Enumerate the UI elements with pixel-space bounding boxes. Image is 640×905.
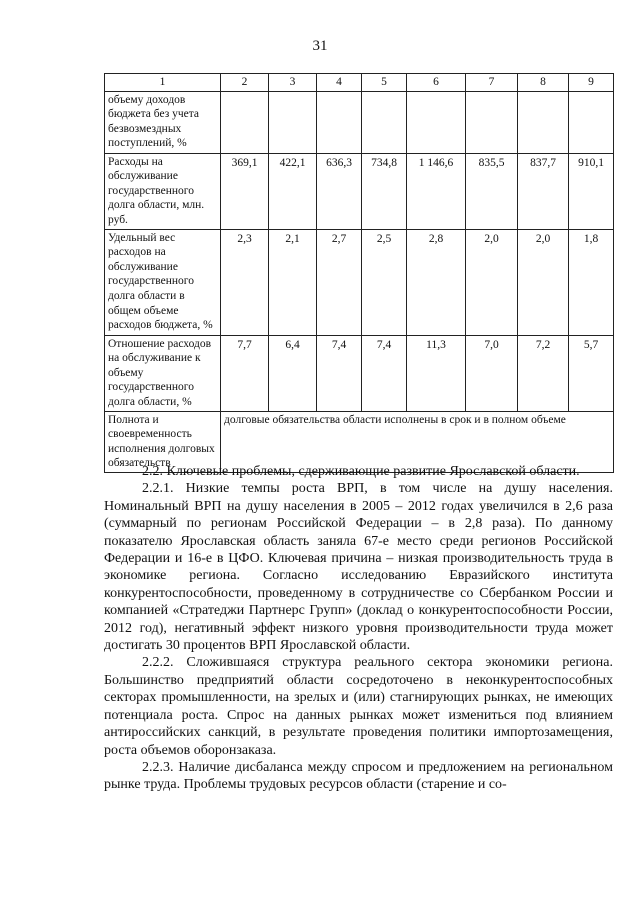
row-label: Полнота и своевременность исполнения долговых обязательств [105, 411, 221, 472]
column-header: 1 [105, 74, 221, 92]
table-row [105, 335, 614, 411]
table-cell: 837,7 [518, 153, 569, 229]
table-cell: 2,7 [317, 229, 362, 335]
table-header-row [105, 74, 614, 92]
row-label: объему доходов бюджета без учета безвозмездных поступлений, % [105, 91, 221, 153]
row-label: Удельный вес расходов на обслуживание государственного долга области в общем объеме расходов бюджета, % [105, 229, 221, 335]
table-cell [407, 91, 466, 153]
table-cell: 7,0 [466, 335, 518, 411]
column-header: 4 [317, 74, 362, 92]
table-cell: 1,8 [569, 229, 614, 335]
merged-cell: долговые обязательства области исполнены в срок и в полном объеме [221, 411, 614, 472]
table-cell: 835,5 [466, 153, 518, 229]
table-cell [362, 91, 407, 153]
column-header: 2 [221, 74, 269, 92]
table-cell: 2,0 [466, 229, 518, 335]
table-cell: 7,4 [317, 335, 362, 411]
table-cell: 6,4 [269, 335, 317, 411]
table-cell: 2,0 [518, 229, 569, 335]
table-cell: 2,3 [221, 229, 269, 335]
table-cell: 636,3 [317, 153, 362, 229]
table-cell: 422,1 [269, 153, 317, 229]
column-header: 7 [466, 74, 518, 92]
table-row [105, 153, 614, 229]
table-cell [221, 91, 269, 153]
table-cell: 2,1 [269, 229, 317, 335]
table-cell: 369,1 [221, 153, 269, 229]
table-cell: 2,8 [407, 229, 466, 335]
table-cell: 2,5 [362, 229, 407, 335]
table-cell: 910,1 [569, 153, 614, 229]
column-header: 3 [269, 74, 317, 92]
row-label: Расходы на обслуживание государственного долга области, млн. руб. [105, 153, 221, 229]
column-header: 6 [407, 74, 466, 92]
paragraph: 2.2.1. Низкие темпы роста ВРП, в том числе на душу населения. Номинальный ВРП на душу населения в 2005 – 2012 годах увеличился в 2,6 раза (суммарный по регионам Российской Федерации – в 2,8 раза). По данному показателю Ярославская область заняла 67-е место среди регионов Российской Федерации и 16-е в ЦФО. Ключевая причина – низкая производительность труда в экономике региона. Согласно исследованию Евразийского института конкурентоспособности, проведенному в сотрудничестве со Сбербанком России и компанией «Стратеджи Партнерс Групп» (доклад о конкурентоспособности России, 2012 год), негативный эффект низкого уровня производительности труда может достигать 30 процентов ВРП Ярославской области. [104, 481, 613, 654]
table-cell: 7,2 [518, 335, 569, 411]
table-row [105, 91, 614, 153]
table-row [105, 229, 614, 335]
table-cell: 5,7 [569, 335, 614, 411]
column-header: 9 [569, 74, 614, 92]
table-cell [466, 91, 518, 153]
debt-indicators-table [104, 73, 614, 473]
table-cell [317, 91, 362, 153]
paragraph: 2.2. Ключевые проблемы, сдерживающие развитие Ярославской области. [142, 464, 580, 479]
paragraph: 2.2.2. Сложившаяся структура реального сектора экономики региона. Большинство предприятий области сосредоточено в неконкурентоспособных секторах промышленности, на зрелых и (или) стагнирующих рынках, не имеющих потенциала роста. Спрос на данных рынках может измениться под влиянием антироссийских санкций, в результате проведения политики импортозамещения, роста объемов оборонзаказа. [104, 655, 613, 758]
body-text [104, 463, 613, 794]
table-cell: 7,4 [362, 335, 407, 411]
table-cell: 11,3 [407, 335, 466, 411]
row-label: Отношение расходов на обслуживание к объему государственного долга области, % [105, 335, 221, 411]
table-cell [518, 91, 569, 153]
table-cell: 1 146,6 [407, 153, 466, 229]
page-number: 31 [312, 38, 328, 54]
table-cell: 734,8 [362, 153, 407, 229]
table-cell [269, 91, 317, 153]
column-header: 8 [518, 74, 569, 92]
table-cell [569, 91, 614, 153]
table-cell: 7,7 [221, 335, 269, 411]
paragraph: 2.2.3. Наличие дисбаланса между спросом и предложением на региональном рынке труда. Проблемы трудовых ресурсов области (старение и со- [104, 759, 613, 793]
column-header: 5 [362, 74, 407, 92]
